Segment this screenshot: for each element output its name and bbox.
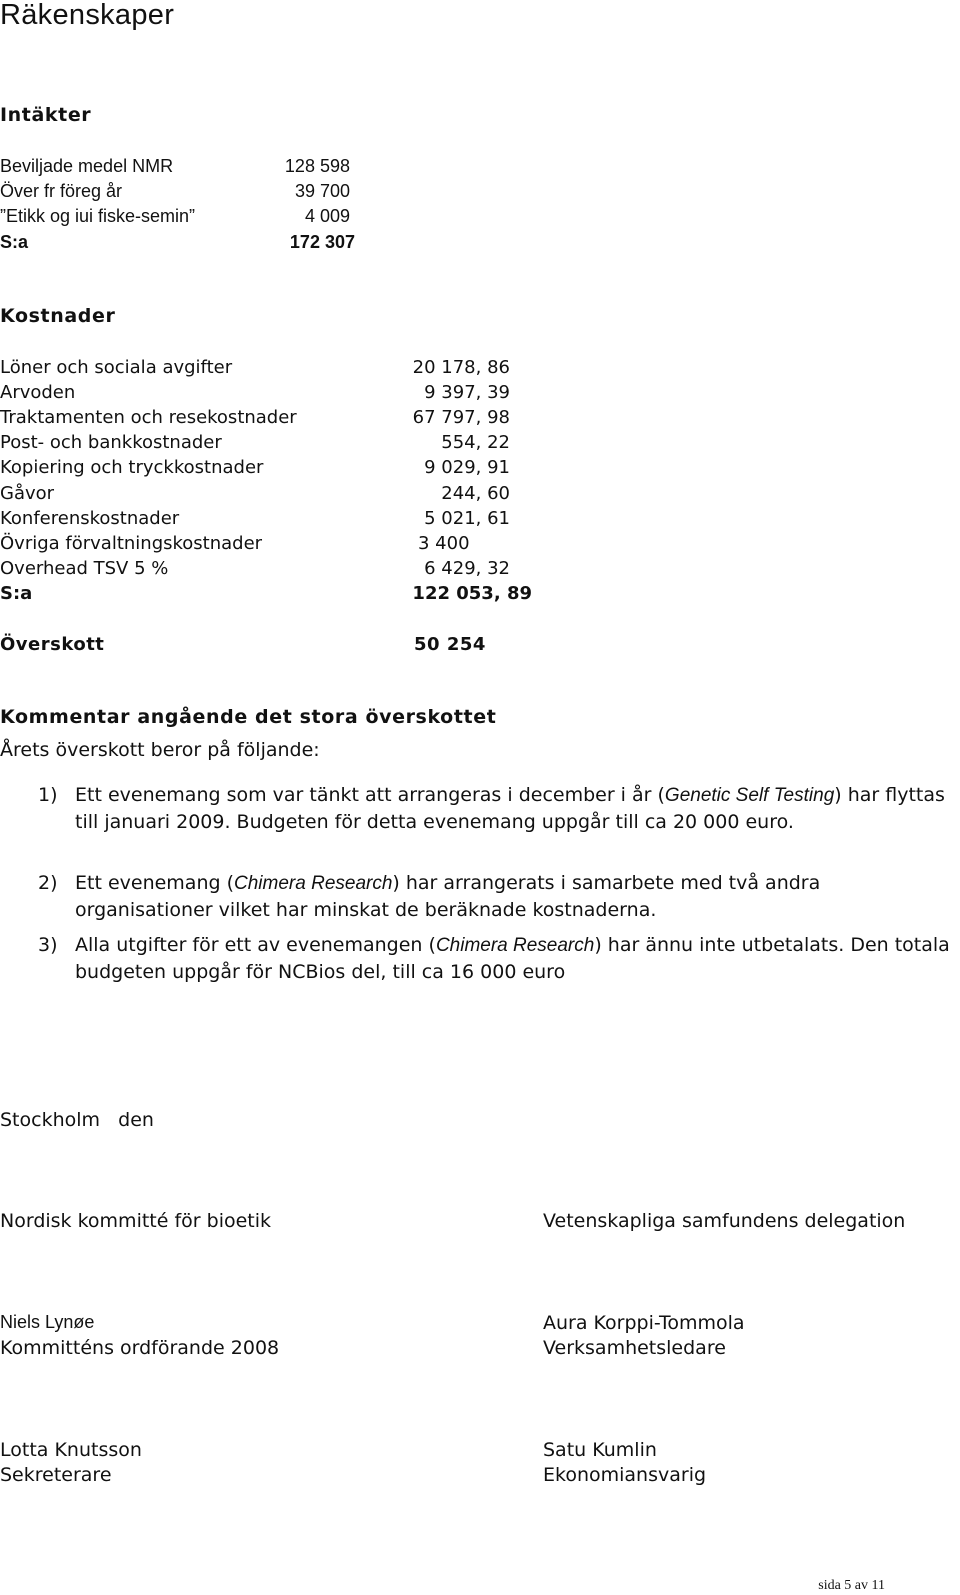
- cost-row-label: Arvoden: [0, 382, 76, 403]
- cost-row-value: 244, 60: [441, 483, 510, 504]
- income-heading: Intäkter: [0, 104, 92, 126]
- comment-item: [75, 932, 950, 985]
- surplus-value: 50 254: [414, 634, 486, 655]
- comment-item-event: Genetic Self Testing: [664, 785, 835, 806]
- comment-item-event: Chimera Research: [435, 935, 595, 956]
- place-date: Stockholm den: [0, 1109, 154, 1131]
- income-row-value: 39 700: [294, 181, 350, 201]
- costs-heading: Kostnader: [0, 305, 116, 327]
- cost-row-label: Gåvor: [0, 483, 55, 504]
- income-row-label: Beviljade medel NMR: [0, 156, 174, 176]
- cost-row-value: 554, 22: [441, 432, 510, 453]
- cost-row-label: Traktamenten och resekostnader: [0, 407, 297, 428]
- income-row-label: Över fr föreg år: [0, 181, 123, 201]
- signature-left1-name: Niels Lynøe: [0, 1312, 95, 1332]
- income-total-value: 172 307: [289, 232, 355, 252]
- comment-item-text: ) har ännu inte utbetalats. Den totala budgeten uppgår för NCBios del, till ca 16 000 euro: [75, 934, 950, 983]
- cost-row-label: Overhead TSV 5 %: [0, 558, 169, 579]
- income-row-value: 128 598: [284, 156, 350, 176]
- signature-left-org: Nordisk kommitté för bioetik: [0, 1210, 272, 1232]
- income-total-label: S:a: [0, 232, 29, 252]
- cost-row-value: 20 178, 86: [412, 357, 510, 378]
- comment-item-event: Chimera Research: [234, 873, 393, 894]
- comment-item-number: 2): [38, 872, 58, 894]
- cost-row-value: 67 797, 98: [412, 407, 510, 428]
- surplus-label: Överskott: [0, 634, 105, 655]
- cost-row-value: 9 029, 91: [424, 457, 510, 478]
- income-row-value: 4 009: [304, 206, 350, 226]
- cost-row-label: Post- och bankkostnader: [0, 432, 222, 453]
- comment-item-text: ) har arrangerats i samarbete med två andra organisationer vilket har minskat de beräknade kostnaderna.: [75, 872, 821, 921]
- cost-row-value: 6 429, 32: [424, 558, 510, 579]
- page-number: sida 5 av 11: [818, 1578, 885, 1593]
- signature-left1-role: Kommitténs ordförande 2008: [0, 1337, 280, 1359]
- signature-left2-role: Sekreterare: [0, 1464, 112, 1486]
- signature-right2-role: Ekonomiansvarig: [543, 1464, 707, 1486]
- cost-row-value: 9 397, 39: [424, 382, 510, 403]
- comment-heading: Kommentar angående det stora överskottet: [0, 706, 497, 728]
- income-row-label: ”Etikk og iui fiske-semin”: [0, 206, 196, 226]
- comment-intro: Årets överskott beror på följande:: [0, 739, 320, 761]
- comment-item-text: Ett evenemang (: [75, 872, 235, 894]
- comment-item-number: 3): [38, 934, 58, 956]
- comment-item-text: Ett evenemang som var tänkt att arrangeras i december i år (: [75, 784, 665, 806]
- cost-row-value: 3 400: [418, 533, 470, 554]
- comment-item-number: 1): [38, 784, 58, 806]
- cost-row-label: Konferenskostnader: [0, 508, 180, 529]
- signature-right-org: Vetenskapliga samfundens delegation: [543, 1210, 906, 1232]
- signature-right1-role: Verksamhetsledare: [543, 1337, 726, 1359]
- comment-item-text: ) har flyttas till januari 2009. Budgeten för detta evenemang uppgår till ca 20 000 euro.: [75, 784, 945, 833]
- signature-right1-name: Aura Korppi-Tommola: [543, 1312, 745, 1334]
- cost-row-label: Löner och sociala avgifter: [0, 357, 233, 378]
- comment-item: [75, 782, 945, 835]
- costs-total-value: 122 053, 89: [412, 583, 532, 604]
- document-title: Räkenskaper: [0, 0, 175, 31]
- cost-row-label: Övriga förvaltningskostnader: [0, 533, 263, 554]
- comment-item-text: Alla utgifter för ett av evenemangen (: [75, 934, 436, 956]
- cost-row-value: 5 021, 61: [424, 508, 510, 529]
- comment-item: [75, 870, 935, 923]
- costs-total-label: S:a: [0, 583, 33, 604]
- cost-row-label: Kopiering och tryckkostnader: [0, 457, 264, 478]
- signature-right2-name: Satu Kumlin: [543, 1439, 657, 1461]
- signature-left2-name: Lotta Knutsson: [0, 1439, 142, 1461]
